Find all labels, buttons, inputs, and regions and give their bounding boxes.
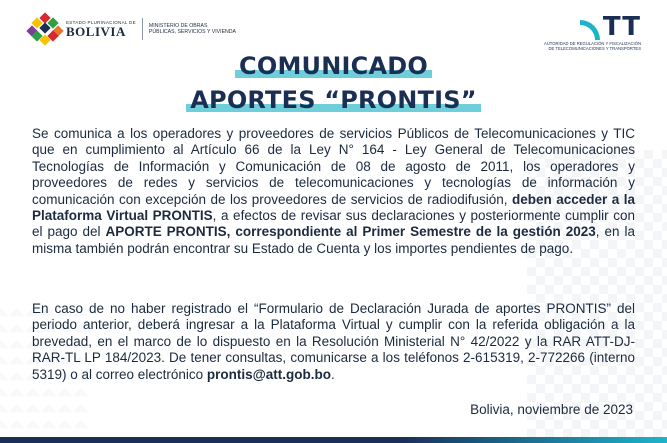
ministry-name (149, 23, 259, 36)
att-logo-text: TT (602, 12, 641, 42)
p1-text-3: , en la misma también podrán encontrar su Estado de Cuenta y los importes pendientes de pago. (32, 224, 635, 256)
country-name: BOLIVIA (66, 24, 126, 39)
ministry-line-2: PÚBLICAS, SERVICIOS Y VIVIENDA (148, 29, 236, 35)
bottom-accent-bar (0, 437, 667, 443)
bolivia-emblem-icon (28, 14, 62, 44)
subtitle-text: APORTES “PRONTIS” (190, 86, 477, 114)
att-tagline-line-1: AUTORIDAD DE REGULACIÓN Y FISCALIZACIÓN (543, 41, 641, 46)
ministry-logo (28, 14, 259, 44)
page-title (239, 52, 428, 80)
att-arc-icon (580, 20, 600, 40)
paragraph-2 (32, 301, 635, 383)
title-text: COMUNICADO (239, 52, 428, 80)
ministry-line-1: MINISTERIO DE OBRAS (148, 22, 208, 29)
att-logo (521, 12, 641, 51)
p1-text-1: Se comunica a los operadores y proveedores de servicios Públicos de Telecomunicaciones y TIC que en cumplimiento al Artículo 66 de la Ley N° 164 - Ley General de Telecomunicaciones Tecnologías de Información y Comunicación de 08 de agosto de 2011, los operadores y proveedores de redes y servicios de telecomunicaciones y tecnologías de información y comunicación con excepción de los proveedores de servicios de radiodifusión, (32, 126, 635, 207)
p2-text-2: . (331, 366, 335, 382)
p1-bold-1: deben acceder a la Plataforma Virtual PRONTIS (32, 191, 635, 224)
signoff-date: Bolivia, noviembre de 2023 (470, 402, 633, 417)
contact-email: prontis@att.gob.bo (206, 366, 332, 382)
p2-text-1: En caso de no haber registrado el “Formulario de Declaración Jurada de aportes PRONTIS” del periodo anterior, deberá ingresar a la Plataforma Virtual y cumplir con la referida obligación a la brevedad, en el marco de lo dispuesto en la Resolución Ministerial N° 42/2022 y la RAR ATT-DJ-RAR-TL LP 184/2023. De tener consultas, comunicarse a los teléfonos 2-615319, 2-772266 (interno 5319) o al correo electrónico (32, 301, 635, 382)
estado-label: ESTADO PLURINACIONAL DE (66, 20, 136, 25)
p1-text-2: , a efectos de revisar sus declaraciones y posteriormente cumplir con el pago del (32, 208, 635, 240)
att-tagline-line-2: DE TELECOMUNICACIONES Y TRANSPORTES (548, 46, 641, 51)
paragraph-1 (32, 126, 635, 257)
title-line-1-wrap (0, 52, 667, 80)
title-line-2-wrap (0, 86, 667, 114)
p1-bold-2: APORTE PRONTIS, correspondiente al Primer Semestre de la gestión 2023 (105, 224, 596, 240)
att-tagline (521, 41, 641, 51)
page-subtitle (190, 86, 476, 114)
header-divider (142, 18, 143, 40)
